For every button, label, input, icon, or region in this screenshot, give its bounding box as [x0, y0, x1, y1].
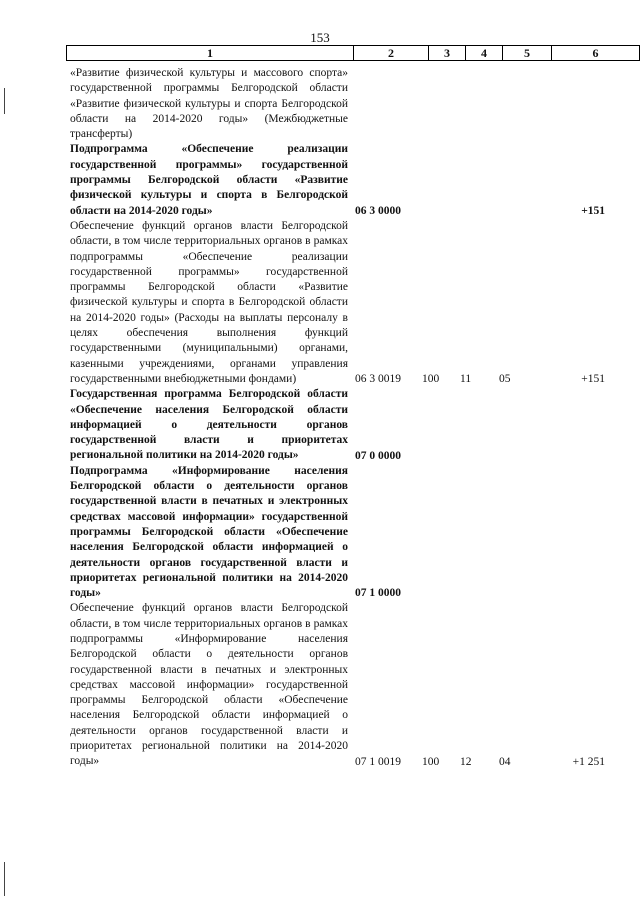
- amount: +1 251: [572, 755, 605, 768]
- subsection-code: 04: [499, 755, 511, 768]
- scan-edge-mark: [4, 862, 5, 896]
- page-number: 153: [310, 30, 330, 45]
- expense-type: 100: [422, 373, 440, 386]
- table-body: [70, 66, 348, 770]
- target-code: 06 3 0019: [355, 373, 401, 386]
- header-col-vr: 3: [429, 46, 466, 60]
- section-code: 12: [460, 755, 472, 768]
- header-col-amount: 6: [592, 46, 599, 60]
- header-col-pr: 5: [503, 46, 552, 60]
- row-text: Обеспечение функций органов власти Белгородской области, в том числе территориальных органов в рамках подпрограммы «Обеспечение реализации государственной программы» государственной программы Белгородской области «Развитие физической культуры и спорта в Белгородской области на 2014-2020 годы» (Расходы на выплаты персоналу в целях обеспечения выполнения функций государственными (муниципальными) органами, казенными учреждениями, органами управления государственными внебюджетными фондами): [70, 219, 348, 385]
- amount: +151: [581, 373, 605, 386]
- target-code: 07 0 0000: [355, 449, 401, 462]
- row-text: Подпрограмма «Информирование населения Белгородской области о деятельности органов государственной власти в печатных и электронных средствах массовой информации» государственной программы Белгородской области «Обеспечение населения Белгородской области информацией о деятельности органов государственной власти и приоритетах региональной политики на 2014-2020 годы»: [70, 464, 348, 600]
- expense-type: 100: [422, 755, 440, 768]
- row-text: Государственная программа Белгородской области «Обеспечение населения Белгородской области информацией о деятельности органов государственной власти и приоритетах региональной политики на 2014-2020 годы»: [70, 388, 348, 462]
- target-code: 07 1 0000: [355, 587, 401, 600]
- subsection-code: 05: [499, 373, 511, 386]
- header-col-code: 2: [354, 46, 429, 60]
- target-code: 06 3 0000: [355, 204, 401, 217]
- amount: +151: [581, 204, 605, 217]
- table-header: [66, 45, 640, 61]
- row-text: «Развитие физической культуры и массового спорта» государственной программы Белгородской области «Развитие физической культуры и спорта Белгородской области на 2014-2020 годы» (Межбюджетные трансферты): [70, 67, 348, 141]
- row-text: Обеспечение функций органов власти Белгородской области, в том числе территориальных органов в рамках подпрограммы «Информирование населения Белгородской области о деятельности органов государственной власти в печатных и электронных средствах массовой информации» государственной программы Белгородской области «Обеспечение населения Белгородской области информацией о деятельности органов государственной власти и приоритетах региональной политики на 2014-2020 годы»: [70, 602, 348, 768]
- scan-edge-mark: [4, 88, 5, 114]
- section-code: 11: [460, 373, 472, 386]
- target-code: 07 1 0019: [355, 755, 401, 768]
- header-col-name: 1: [67, 46, 354, 60]
- row-text: Подпрограмма «Обеспечение реализации государственной программы» государственной программы Белгородской области «Развитие физической культуры и спорта в Белгородской области на 2014-2020 годы»: [70, 143, 348, 217]
- header-col-rz: 4: [466, 46, 503, 60]
